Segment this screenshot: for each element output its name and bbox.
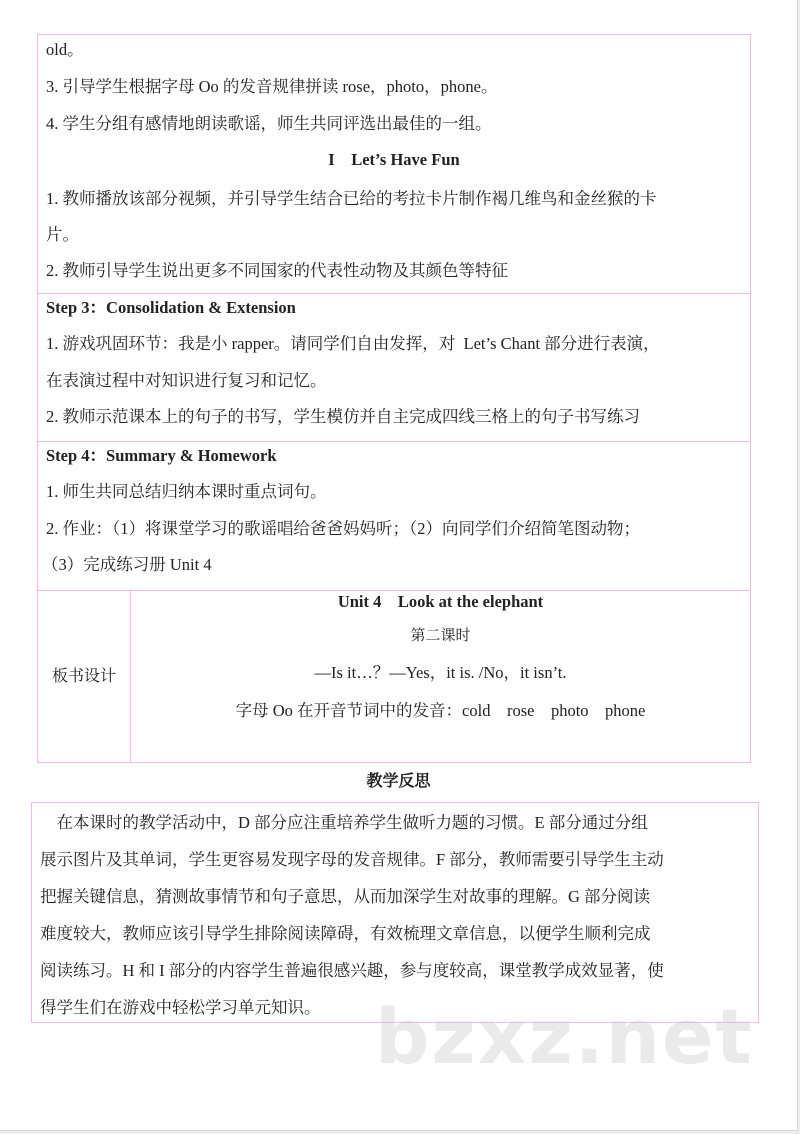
reflection-box: [31, 802, 759, 1023]
board-design-label: 板书设计: [51, 666, 116, 685]
reflection-line: 在本课时的教学活动中，D 部分应注重培养学生做听力题的习惯。E 部分通过分组: [40, 813, 648, 832]
text-line: 1. 教师播放该部分视频，并引导学生结合已给的考拉卡片制作褐几维鸟和金丝猴的卡: [46, 189, 657, 208]
board-lesson: 第二课时: [410, 626, 471, 644]
text-line: 2. 教师示范课本上的句子的书写，学生模仿并自主完成四线三格上的句子书写练习: [46, 407, 640, 426]
reflection-line: 阅读练习。H 和 I 部分的内容学生普遍很感兴趣，参与度较高，课堂教学成效显著，使: [40, 961, 664, 980]
step4-heading: Step 4：Summary & Homework: [46, 446, 277, 465]
text-line: 在表演过程中对知识进行复习和记忆。: [46, 371, 327, 390]
board-dialogue: —Is it…？—Yes，it is. /No，it isn’t.: [314, 663, 567, 682]
board-design-content: [131, 590, 750, 762]
text-line: 1. 游戏巩固环节：我是小 rapper。请同学们自由发挥，对 Let’s Chant 部分进行表演，: [46, 334, 660, 353]
board-phonics: 字母 Oo 在开音节词中的发音：cold rose photo phone: [235, 701, 646, 720]
text-line: 4. 学生分组有感情地朗读歌谣，师生共同评选出最佳的一组。: [46, 114, 492, 133]
lesson-plan-table: [37, 34, 751, 763]
reflection-line: 展示图片及其单词，学生更容易发现字母的发音规律。F 部分，教师需要引导学生主动: [40, 850, 664, 869]
board-design-label-cell: [38, 590, 131, 762]
text-line: old。: [46, 40, 84, 59]
reflection-heading: 教学反思: [366, 771, 431, 790]
section-step3: [38, 294, 750, 442]
reflection-line: 把握关键信息，猜测故事情节和句子意思，从而加深学生对故事的理解。G 部分阅读: [40, 887, 651, 906]
section-step4: [38, 442, 750, 591]
text-line: 片。: [46, 225, 79, 244]
board-title: Unit 4 Look at the elephant: [337, 592, 544, 611]
subheading-lets-have-fun: I Let’s Have Fun: [328, 150, 460, 169]
step3-heading: Step 3：Consolidation & Extension: [46, 298, 296, 317]
section-practice-continued: [38, 35, 750, 294]
text-line: （3）完成练习册 Unit 4: [42, 555, 212, 574]
reflection-line: 难度较大，教师应该引导学生排除阅读障碍，有效梳理文章信息，以便学生顺利完成: [40, 924, 651, 943]
text-line: 2. 教师引导学生说出更多不同国家的代表性动物及其颜色等特征: [46, 261, 508, 280]
text-line: 2. 作业：（1）将课堂学习的歌谣唱给爸爸妈妈听；（2）向同学们介绍简笔图动物；: [46, 519, 640, 538]
text-line: 3. 引导学生根据字母 Oo 的发音规律拼读 rose，photo，phone。: [46, 77, 498, 96]
text-line: 1. 师生共同总结归纳本课时重点词句。: [46, 482, 327, 501]
watermark: bzxz.net: [375, 992, 754, 1081]
reflection-line: 得学生们在游戏中轻松学习单元知识。: [40, 998, 321, 1017]
